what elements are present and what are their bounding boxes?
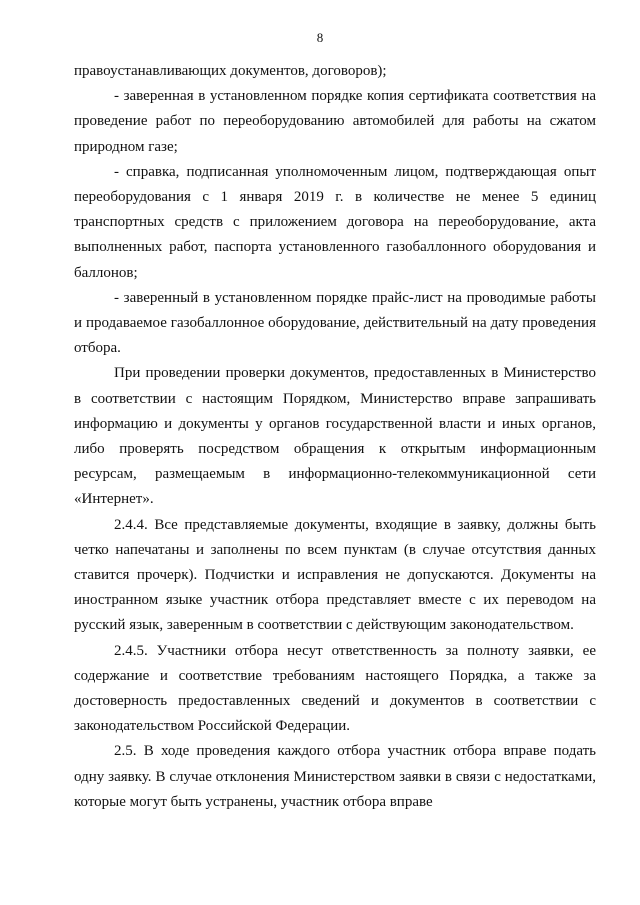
paragraph-document-verification: При проведении проверки документов, предоставленных в Министерство в соответствии с настоящим Порядком, Министерство вправе запрашивать информацию и документы у органов государственной власти и иных органов, либо проверять посредством обращения к открытым информационным ресурсам, размещаемым в информационно-телекоммуникационной сети «Интернет». xyxy=(74,365,596,508)
page-number: 8 xyxy=(316,30,324,45)
paragraph-section-2-4-4: 2.4.4. Все представляемые документы, входящие в заявку, должны быть четко напечатаны и заполнены по всем пунктам (в случае отсутствия данных ставится прочерк). Подчистки и исправления не допускаются. Документы на иностранном языке участник отбора представляет вместе с их переводом на русский язык, заверенным в соответствии с действующим законодательством. xyxy=(74,516,596,634)
paragraph-experience-certificate: - справка, подписанная уполномоченным лицом, подтверждающая опыт переоборудования с 1 января 2019 г. в количестве не менее 5 единиц транспортных средств с приложением договора на переоборудование, акта выполненных работ, паспорта установленного газобаллонного оборудования и баллонов; xyxy=(74,163,596,281)
body-text xyxy=(74,59,596,815)
paragraph-section-2-4-5: 2.4.5. Участники отбора несут ответственность за полноту заявки, ее содержание и соответствие требованиям настоящего Порядка, а также за достоверность предоставленных сведений и документов в соответствии с законодательством Российской Федерации. xyxy=(74,642,596,735)
paragraph-section-2-5: 2.5. В ходе проведения каждого отбора участник отбора вправе подать одну заявку. В случае отклонения Министерством заявки в связи с недостатками, которые могут быть устранены, участник отбора вправе xyxy=(74,743,596,810)
paragraph-price-list: - заверенный в установленном порядке прайс-лист на проводимые работы и продаваемое газобаллонное оборудование, действительный на дату проведения отбора. xyxy=(74,289,596,357)
paragraph-certificate-copy: - заверенная в установленном порядке копия сертификата соответствия на проведение работ по переоборудованию автомобилей для работы на сжатом природном газе; xyxy=(74,88,596,155)
paragraph-documents-continuation: правоустанавливающих документов, договоров); xyxy=(74,63,387,79)
